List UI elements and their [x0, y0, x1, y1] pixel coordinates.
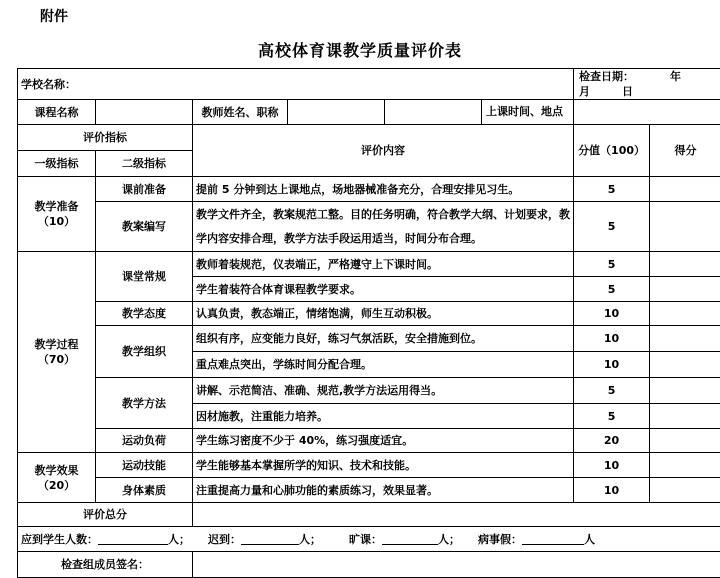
year-label: 年: [670, 70, 681, 83]
level2-cell: 身体素质: [96, 478, 193, 503]
level2-header: 二级指标: [96, 151, 193, 177]
person-unit: 人: [168, 533, 179, 546]
score-cell: 10: [574, 352, 650, 378]
evaluation-table: [17, 68, 720, 578]
content-cell: 讲解、示范简洁、准确、规范,教学方法运用得当。: [193, 378, 574, 404]
got-cell[interactable]: [650, 404, 720, 429]
check-date-label: 检查日期：: [579, 70, 634, 83]
level2-cell: 教学组织: [96, 326, 193, 378]
got-cell[interactable]: [650, 177, 720, 202]
level2-cell: 教案编写: [96, 202, 193, 252]
table-row: [18, 429, 720, 453]
content-cell: 教师着装规范，仪表端正，严格遵守上下课时间。: [193, 252, 574, 277]
absent-label: 旷课：: [349, 533, 382, 546]
table-row: [18, 202, 720, 252]
score-cell: 5: [574, 202, 650, 252]
level1-cell: [18, 252, 96, 453]
level2-cell: 教学态度: [96, 302, 193, 326]
course-name-label: 课程名称: [18, 100, 96, 125]
level1-header: 一级指标: [18, 151, 96, 177]
table-row: [18, 326, 720, 352]
table-row: [18, 378, 720, 404]
content-cell: 学生着装符合体育课程教学要求。: [193, 277, 574, 302]
content-cell: 学生能够基本掌握所学的知识、技术和技能。: [193, 453, 574, 478]
class-time-field[interactable]: [574, 100, 720, 125]
content-cell: 重点难点突出，学练时间分配合理。: [193, 352, 574, 378]
check-date-cell[interactable]: [574, 69, 720, 100]
page-title: 高校体育课教学质量评价表: [0, 38, 720, 61]
table-row: [18, 478, 720, 503]
total-label: 评价总分: [18, 503, 193, 527]
got-header: 得分: [650, 125, 720, 177]
month-label: 月: [579, 85, 590, 98]
level2-cell: 教学方法: [96, 378, 193, 429]
person-unit: 人: [584, 533, 595, 546]
score-cell: 5: [574, 277, 650, 302]
got-cell[interactable]: [650, 202, 720, 252]
school-row: [18, 69, 720, 100]
level1-cell: [18, 453, 96, 503]
score-cell: 10: [574, 326, 650, 352]
course-row: [18, 100, 720, 125]
signature-label: 检查组成员签名：: [18, 552, 193, 578]
person-unit: 人: [299, 533, 310, 546]
score-cell: 20: [574, 429, 650, 453]
group-name: 教学准备: [21, 199, 92, 214]
late-label: 迟到：: [208, 533, 241, 546]
group-points: （10）: [21, 214, 92, 229]
total-row: [18, 503, 720, 527]
level2-cell: 课堂常规: [96, 252, 193, 302]
got-cell[interactable]: [650, 302, 720, 326]
score-cell: 10: [574, 478, 650, 503]
score-cell: 5: [574, 404, 650, 429]
should-attend-field[interactable]: [98, 532, 168, 545]
level2-cell: 课前准备: [96, 177, 193, 202]
content-cell: 教学文件齐全，教案规范工整。目的任务明确，符合教学大纲、计划要求，教学内容安排合理，教学方法手段运用适当，时间分布合理。: [193, 202, 574, 252]
attachment-label: 附件: [40, 6, 68, 26]
school-name-label: 学校名称：: [21, 78, 76, 91]
score-cell: 5: [574, 177, 650, 202]
group-name: 教学效果: [21, 463, 92, 478]
group-name: 教学过程: [21, 337, 92, 352]
class-time-label: 上课时间、地点: [482, 105, 563, 118]
score-cell: 10: [574, 453, 650, 478]
score-cell: 5: [574, 252, 650, 277]
group-points: （20）: [21, 478, 92, 493]
total-field[interactable]: [193, 503, 720, 527]
table-row: [18, 302, 720, 326]
leave-field[interactable]: [522, 532, 584, 545]
level2-cell: 运动技能: [96, 453, 193, 478]
got-cell[interactable]: [650, 453, 720, 478]
column-header-row-1: [18, 125, 720, 151]
got-cell[interactable]: [650, 429, 720, 453]
score-cell: 5: [574, 378, 650, 404]
teacher-field[interactable]: [288, 100, 385, 125]
content-header: 评价内容: [193, 125, 574, 177]
attendance-row: [18, 527, 720, 552]
should-attend-label: 应到学生人数：: [21, 533, 98, 546]
content-cell: 提前 5 分钟到达上课地点，场地器械准备充分，合理安排见习生。: [193, 177, 574, 202]
content-cell: 因材施教，注重能力培养。: [193, 404, 574, 429]
table-row: [18, 177, 720, 202]
separator: ；: [310, 533, 321, 546]
leave-label: 病事假：: [478, 533, 522, 546]
score-header: 分值（100）: [574, 125, 650, 177]
content-cell: 认真负责，教态端正，情绪饱满，师生互动积极。: [193, 302, 574, 326]
level2-cell: 运动负荷: [96, 429, 193, 453]
content-cell: 注重提高力量和心肺功能的素质练习，效果显著。: [193, 478, 574, 503]
course-name-field[interactable]: [96, 100, 193, 125]
got-cell[interactable]: [650, 378, 720, 404]
school-name-cell[interactable]: [18, 69, 574, 100]
content-cell: 学生练习密度不少于 40%，练习强度适宜。: [193, 429, 574, 453]
got-cell[interactable]: [650, 326, 720, 352]
content-cell: 组织有序，应变能力良好，练习气氛活跃，安全措施到位。: [193, 326, 574, 352]
got-cell[interactable]: [650, 277, 720, 302]
person-unit: 人: [438, 533, 449, 546]
separator: ；: [179, 533, 190, 546]
separator: ；: [449, 533, 460, 546]
got-cell[interactable]: [650, 252, 720, 277]
score-cell: 10: [574, 302, 650, 326]
table-row: [18, 252, 720, 277]
class-time-cell: [385, 100, 574, 125]
late-field[interactable]: [241, 532, 299, 545]
got-cell[interactable]: [650, 478, 720, 503]
table-row: [18, 453, 720, 478]
absent-field[interactable]: [382, 532, 438, 545]
attendance-cell: [18, 527, 720, 552]
day-label: 日: [622, 85, 633, 98]
got-cell[interactable]: [650, 352, 720, 378]
indicator-header: 评价指标: [18, 125, 193, 151]
group-points: （70）: [21, 352, 92, 367]
teacher-label: 教师姓名、职称: [193, 100, 288, 125]
level1-cell: [18, 177, 96, 252]
